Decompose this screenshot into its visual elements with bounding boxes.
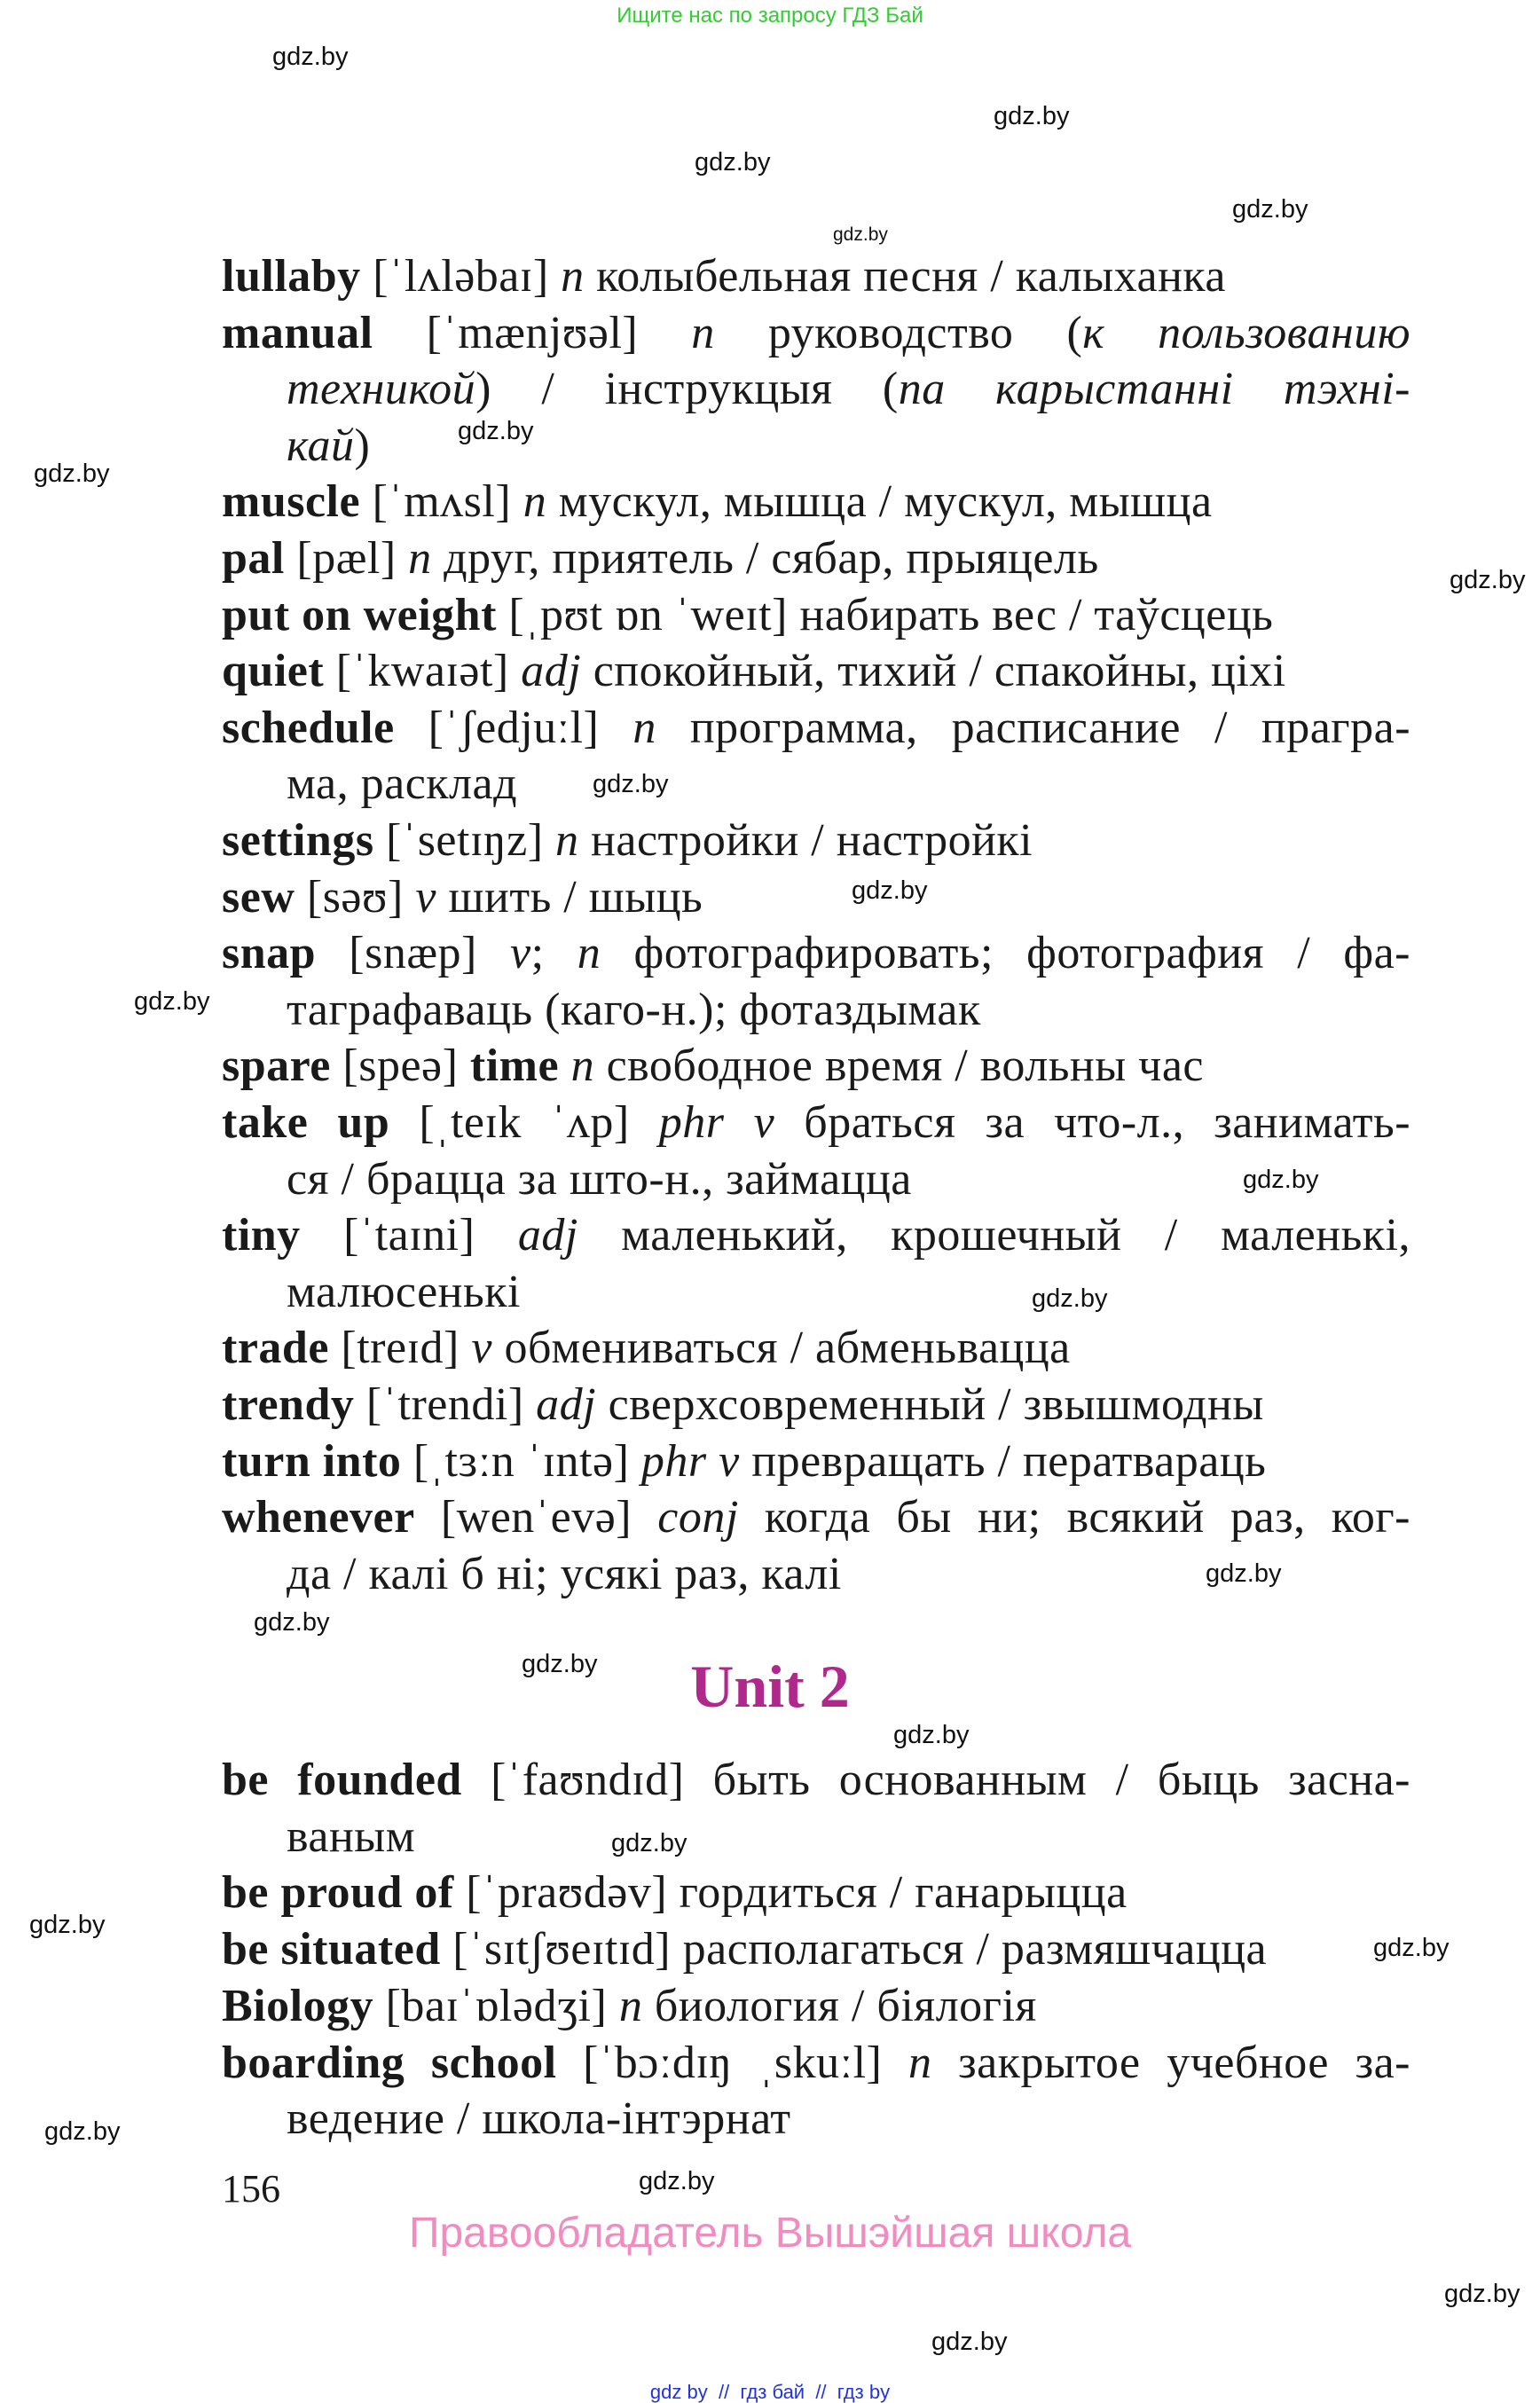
watermark: gdz.by (611, 1829, 688, 1857)
definition-text: [baɪˈɒlədʒi] (373, 1980, 619, 2031)
watermark: gdz.by (272, 43, 349, 71)
definition-text: малюсенькі (287, 1266, 521, 1317)
definition-text: [ˈsɪtʃʊeɪtɪd] располагаться / размяшчацца (440, 1924, 1268, 1975)
definition-text: [snæp] (316, 928, 511, 979)
definition-text: [ˌteɪk ˈʌp] (389, 1097, 659, 1148)
part-of-speech: v (510, 928, 531, 979)
headword: manual (222, 307, 373, 358)
definition-text: ; (530, 928, 578, 979)
part-of-speech: па карыстанні тэхні- (898, 364, 1411, 415)
definition-text: таграфаваць (каго-н.); фотаздымак (287, 984, 981, 1035)
part-of-speech: v (415, 871, 436, 923)
watermark: gdz.by (34, 459, 110, 488)
dictionary-entry (222, 1980, 1037, 2031)
definition-text: [ˌtɜːn ˈɪntə] (401, 1435, 641, 1487)
definition-text: ведение / школа-інтэрнат (287, 2093, 791, 2145)
part-of-speech: conj (657, 1492, 739, 1543)
dictionary-entry (222, 1041, 1204, 1092)
headword: snap (222, 928, 317, 979)
headword: boarding school (222, 2037, 557, 2088)
dictionary-entry (222, 1924, 1268, 1975)
part-of-speech: phr v (640, 1435, 740, 1487)
part-of-speech: n (632, 702, 656, 753)
watermark: gdz.by (893, 1721, 970, 1749)
definition-text: руководство ( (714, 307, 1083, 358)
unit-heading: Unit 2 (690, 1653, 850, 1720)
dictionary-entry (222, 1492, 1411, 1543)
definition-text: друг, приятель / сябар, прыяцель (431, 533, 1099, 584)
definition-text: [ˈtrendi] (354, 1379, 537, 1430)
definition-text (559, 1041, 571, 1091)
watermark: gdz.by (1373, 1934, 1450, 1962)
headword: put on weight (222, 589, 497, 640)
definition-text: [treɪd] (328, 1323, 472, 1374)
watermark: gdz.by (1450, 566, 1526, 594)
watermark: gdz.by (833, 224, 888, 245)
definition-text: настройки / настройкі (578, 815, 1033, 866)
definition-text: [ˈʃedjuːl] (394, 702, 633, 753)
dictionary-entry-continuation (287, 420, 371, 471)
dictionary-entry-continuation (287, 1810, 416, 1862)
headword: trade (222, 1323, 329, 1374)
definition-text: [ˈpraʊdəv] гордиться / ганарыцца (453, 1867, 1128, 1919)
definition-text: когда бы ни; всякий раз, ког- (738, 1492, 1411, 1543)
definition-text: маленький, крошечный / маленькі, (578, 1210, 1410, 1261)
part-of-speech: v (471, 1323, 492, 1374)
dictionary-entry-continuation (287, 2093, 791, 2145)
part-of-speech: adj (521, 646, 582, 697)
watermark: gdz.by (852, 876, 928, 905)
watermark: gdz.by (593, 770, 669, 798)
part-of-speech: n (522, 476, 547, 528)
headword: turn into (222, 1435, 402, 1487)
watermark: gdz.by (1243, 1166, 1319, 1194)
dictionary-entry (222, 476, 1213, 528)
dictionary-entry (222, 1323, 1071, 1374)
definition-text: ) (354, 420, 371, 471)
dictionary-entry (222, 1097, 1411, 1148)
definition-text: [ˈlʌləbaɪ] (360, 251, 562, 302)
dictionary-entry-continuation (287, 364, 1411, 415)
part-of-speech: n (577, 928, 601, 979)
watermark: gdz.by (994, 102, 1070, 130)
definition-text: ) / інструкцыя ( (475, 364, 899, 415)
definition-text: биология / біялогія (642, 1980, 1037, 2031)
definition-text: мускул, мышца / мускул, мышца (546, 476, 1213, 528)
watermark: gdz.by (29, 1911, 106, 1939)
dictionary-entry (222, 1867, 1128, 1919)
definition-text: браться за что-л., занимать- (774, 1097, 1411, 1148)
watermark: gdz.by (1444, 2280, 1520, 2308)
definition-text: колыбельная песня / калыханка (584, 251, 1226, 302)
watermark: gdz.by (522, 1650, 598, 1678)
dictionary-entry (222, 533, 1099, 584)
dictionary-entry (222, 1757, 1410, 1803)
dictionary-entry-continuation (287, 758, 518, 810)
headword: spare (222, 1041, 331, 1092)
part-of-speech: n (561, 251, 585, 302)
dictionary-entry (222, 871, 703, 923)
watermark: gdz.by (639, 2167, 715, 2195)
watermark: gdz.by (931, 2328, 1008, 2356)
definition-text: [wenˈevə] (414, 1492, 658, 1543)
part-of-speech: n (908, 2037, 932, 2088)
dictionary-entry (222, 2037, 1411, 2088)
headword: trendy (222, 1379, 355, 1430)
headword: take up (222, 1097, 390, 1148)
definition-text: обмениваться / абменьвацца (491, 1323, 1071, 1374)
copyright-holder: Правообладатель Вышэйшая школа (408, 2210, 1132, 2257)
definition-text: [ˈmʌsl] (360, 476, 523, 528)
definition-text: [ˈbɔːdɪŋ ˌskuːl] (556, 2037, 908, 2088)
dictionary-entry (222, 251, 1226, 302)
headword: tiny (222, 1210, 301, 1261)
watermark: gdz.by (1032, 1284, 1108, 1313)
definition-text: шить / шыць (436, 871, 703, 923)
definition-text: да / калі б ні; усякі раз, калі (287, 1548, 842, 1599)
definition-text: [ˈkwaɪət] (324, 646, 522, 697)
part-of-speech: n (408, 533, 432, 584)
definition-text: закрытое учебное за- (931, 2037, 1411, 2088)
headword: settings (222, 815, 374, 866)
definition-text: [səʊ] (295, 871, 416, 923)
part-of-speech: техникой (287, 364, 476, 415)
dictionary-entry (222, 1379, 1264, 1430)
part-of-speech: phr v (658, 1097, 775, 1148)
footer-links: gdz by // гдз бай // гдз by (649, 2381, 891, 2403)
definition-text: ма, расклад (287, 758, 518, 810)
dictionary-entry (222, 648, 1286, 695)
definition-text: [ˈsetɪŋz] (373, 815, 556, 866)
definition-text: [speə] (330, 1041, 470, 1092)
definition-text: сверхсовременный / звышмодны (596, 1379, 1264, 1430)
dictionary-entry-continuation (287, 1266, 521, 1317)
headword: time (469, 1041, 560, 1092)
definition-text: [ˈfaʊndɪd] быть основанным / быць засна- (461, 1755, 1410, 1805)
dictionary-entry (222, 702, 1411, 753)
definition-text: ваным (287, 1810, 416, 1862)
headword: quiet (222, 646, 325, 697)
dictionary-entry (222, 1435, 1267, 1487)
headword: whenever (222, 1492, 415, 1543)
dictionary-entry (222, 307, 1410, 358)
part-of-speech: adj (517, 1210, 578, 1261)
part-of-speech: кай (287, 420, 355, 471)
dictionary-entry (222, 589, 1274, 640)
definition-text: программа, расписание / прагра- (656, 702, 1411, 753)
part-of-speech: n (618, 1980, 643, 2031)
watermark: gdz.by (44, 2117, 121, 2146)
top-promo-note: Ищите нас по запросу ГДЗ Бай (617, 4, 923, 27)
watermark: gdz.by (254, 1608, 330, 1637)
definition-text: превращать / ператвараць (739, 1435, 1267, 1487)
watermark: gdz.by (1232, 195, 1308, 224)
headword: schedule (222, 702, 395, 753)
dictionary-entry (222, 815, 1033, 866)
headword: be proud of (222, 1867, 454, 1919)
watermark: gdz.by (1206, 1559, 1282, 1588)
headword: lullaby (222, 251, 361, 302)
headword: be situated (222, 1924, 441, 1975)
definition-text: [ˌpʊt ɒn ˈweɪt] набирать вес / таўсцець (496, 589, 1274, 640)
headword: sew (222, 871, 295, 923)
part-of-speech: n (691, 307, 715, 358)
headword: pal (222, 533, 285, 584)
part-of-speech: adj (536, 1379, 597, 1430)
definition-text: [ˈmænjʊəl] (373, 307, 692, 358)
definition-text: фотографировать; фотография / фа- (601, 928, 1410, 979)
part-of-speech: n (570, 1041, 595, 1092)
watermark: gdz.by (134, 987, 210, 1016)
watermark: gdz.by (458, 417, 534, 445)
definition-text: ся / брацца за што-н., займацца (287, 1153, 912, 1205)
part-of-speech: к пользованию (1082, 307, 1410, 358)
watermark: gdz.by (695, 148, 771, 177)
dictionary-entry-continuation (287, 1548, 842, 1599)
dictionary-entry-continuation (287, 1153, 912, 1205)
headword: muscle (222, 476, 361, 528)
dictionary-entry-continuation (287, 984, 981, 1035)
page-number: 156 (222, 2167, 280, 2211)
headword: be founded (222, 1755, 462, 1805)
definition-text: [ˈtaɪni] (300, 1210, 518, 1261)
definition-text: свободное время / вольны час (594, 1041, 1204, 1092)
dictionary-entry (222, 1210, 1410, 1261)
part-of-speech: n (555, 815, 579, 866)
headword: Biology (222, 1980, 374, 2031)
definition-text: спокойный, тихий / спакойны, ціхі (581, 646, 1286, 697)
definition-text: [pæl] (284, 533, 409, 584)
dictionary-entry (222, 928, 1410, 979)
